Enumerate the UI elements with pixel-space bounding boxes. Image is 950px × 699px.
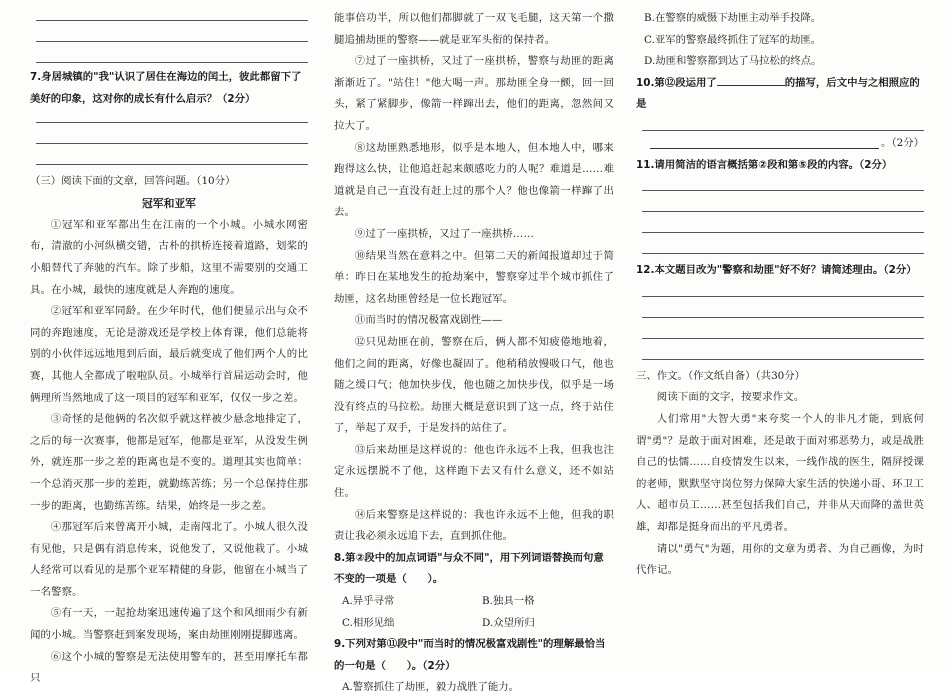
paragraph-10: ⑩结果当然在意料之中。但第二天的新闻报道却过于简单：昨日在某地发生的抢劫案中，警察穿过半个城市抓住了劫匪，这名劫匪曾经是一位长跑冠军。: [334, 249, 614, 305]
answer-line[interactable]: [36, 143, 308, 144]
answer-lines-q10: [636, 130, 924, 131]
paragraph-4: ④那冠军后来曾离开小城，走南闯北了。小城人很久没有见他，只是偶有消息传来，说他发了，又说他栽了。小城人经常可以看见的是那个亚军精健的身影，他留在小城当了一名警察。: [30, 521, 308, 598]
question-8: 8.第②段中的加点词语"与众不同"，用下列词语替换而句意不变的一项是（ ）。: [334, 551, 604, 586]
answer-lines-q12: [636, 296, 924, 360]
answer-line[interactable]: [642, 130, 924, 131]
paragraph-13: ⑬后来劫匪是这样说的：他也许永远不上我，但我也注定永远摆脱不了他，这样跑下去又有什么意义，还不如站住。: [334, 443, 614, 500]
question-12: 12.本文题目改为"警察和劫匪"好不好？请简述理由。（2分）: [636, 264, 917, 277]
q10-prefix: 10.第⑫段运用了: [636, 76, 717, 89]
question-11: 11.请用简洁的语言概括第②段和第⑤段的内容。（2分）: [636, 158, 893, 171]
column-middle: [334, 0, 614, 694]
option-a[interactable]: A.异乎寻常: [342, 595, 395, 608]
paragraph-11: ⑪而当时的情况极富戏剧性——: [354, 314, 503, 327]
column-left: [30, 0, 308, 685]
writing-instruction: 阅读下面的文字，按要求作文。: [656, 391, 805, 404]
paragraph-6: ⑥这个小城的警察是无法使用警车的，甚至用摩托车都只: [30, 650, 308, 685]
paragraph-9: ⑨过了一座拱桥，又过了一座拱桥……: [354, 227, 534, 240]
answer-line[interactable]: [642, 211, 924, 212]
q10-score: 。（2分）: [881, 136, 924, 149]
q9-option-b[interactable]: B.在警察的威慑下劫匪主动举手投降。: [644, 12, 822, 24]
q10-blank[interactable]: [717, 73, 785, 86]
option-d[interactable]: D.众望所归: [482, 616, 535, 629]
answer-line[interactable]: [36, 62, 308, 63]
question-8-options-row-1: [334, 591, 614, 613]
question-10: [636, 73, 924, 116]
answer-lines-q7: [30, 122, 308, 165]
writing-passage: 人们常用"大智大勇"来夸奖一个人的非凡才能，到底何谓"勇"？是敢于面对困难，还是敢于面对邪恶势力，或是战胜自己的怯懦……自疫情发生以来，一线作战的医生，隔屏授课的老师，默默坚守岗位努力保障大家生活的快递小哥、环卫工人、超市员工……甚至包括我们自己，并非从天而降的盖世英雄，却都是挺身而出的平凡勇者。: [636, 412, 924, 533]
q9-option-a[interactable]: A.警察抓住了劫匪，毅力战胜了能力。: [342, 681, 520, 694]
option-c[interactable]: C.相形见绌: [342, 616, 395, 629]
writing-task: 请以"勇气"为题，用你的文章为勇者、为自己画像，为时代作记。: [636, 542, 924, 577]
answer-lines-q6: [30, 20, 308, 63]
answer-lines-q11: [636, 190, 924, 254]
answer-line[interactable]: [650, 133, 879, 149]
answer-line[interactable]: [36, 20, 308, 21]
question-7: 7.身居城镇的"我"认识了居住在海边的闰土，彼此都留下了美好的印象，这对你的成长有什么启示？（2分）: [30, 71, 302, 105]
q10-tail: [636, 133, 924, 155]
q9-option-c[interactable]: C.亚军的警察最终抓住了冠军的劫匪。: [644, 33, 822, 46]
answer-line[interactable]: [36, 164, 308, 165]
paragraph-6-continued: 能事倍功半，所以他们都脚就了一双飞毛腿，这天第一个撒腿追捕劫匪的警察——就是亚军头衔的保持者。: [334, 12, 614, 46]
question-9: 9.下列对第⑪段中"而当时的情况极富戏剧性"的理解最恰当的一句是（ ）。（2分）: [334, 638, 606, 672]
paragraph-1: ①冠军和亚军都出生在江南的一个小城。小城水网密布，清澈的小河纵横交错，古朴的拱桥连接着道路，划桨的小船替代了奔驰的汽车。除了步船，这里不需要别的交通工具。在小城，最快的速度就是人奔跑的速度。: [30, 218, 308, 296]
section-3-heading: （三）阅读下面的文章，回答问题。（10分）: [30, 175, 236, 188]
writing-section-heading: 三、作文。（作文纸自备）（共30分）: [636, 369, 806, 382]
paragraph-12: ⑫只见劫匪在前，警察在后，俩人都不知疲倦地地着，他们之间的距离，好像也凝固了。他稍稍放慢吸口气，他也随之缓口气；他加快步伐，他也随之加快步伐，似乎是一场没有终点的马拉松。劫匪大概是意识到了这一点，终于站住了，举起了双手，于是发抖的站住了。: [334, 335, 614, 435]
column-right: [636, 0, 924, 672]
answer-line[interactable]: [642, 232, 924, 233]
paragraph-14: ⑭后来警察是这样说的：我也许永远不上他，但我的职责让我必须永远追下去，直到抓住他。: [334, 508, 614, 543]
answer-line[interactable]: [642, 359, 924, 360]
paragraph-5: ⑤有一天，一起抢劫案迅速传遍了这个和风细雨少有新闻的小城。当警察赶到案发现场，案由劫匪刚刚提脚逃离。: [30, 607, 308, 642]
answer-line[interactable]: [36, 41, 308, 42]
answer-line[interactable]: [642, 190, 924, 191]
q9-option-d[interactable]: D.劫匪和警察都到达了马拉松的终点。: [644, 55, 822, 68]
paragraph-2: ②冠军和亚军同龄。在少年时代，他们便显示出与众不同的奔跑速度，无论是游戏还是学校上体育课，他们总能将别的小伙伴远远地甩到后面，最后就变成了他们两个人的比赛，其他人全都成了啦啦队员。小城举行首届运动会时，他俩理所当然地成了这一项目的冠军和亚军，仅仅一步之差。: [30, 305, 308, 404]
answer-line[interactable]: [642, 338, 924, 339]
question-8-options-row-2: [334, 613, 614, 635]
paragraph-8: ⑧这劫匪熟悉地形，似乎是本地人，但本地人中，哪来跑得这么快，让他追赶起来颇感吃力的人呢？难道是……难道就是自己一直没有赶上过的那个人？他也像箭一样蹿了出去。: [334, 141, 614, 219]
paragraph-3: ③奇怪的是他俩的名次似乎就这样被少悬念地排定了，之后的每一次赛事，他都是冠军，他都是亚军，从没发生例外，就连那一步之差的距离也是不变的。道理其实也简单：一个总消灭那一步的差距，就勤练苦练；另一个总保持住那一步的距离，也勤练苦练。结果，始终是一步之差。: [30, 413, 308, 512]
answer-line[interactable]: [36, 122, 308, 123]
q10-suffix: 的描写，后文中与之相照应的是: [636, 76, 920, 111]
article-title: 冠军和亚军: [142, 196, 196, 210]
answer-line[interactable]: [642, 253, 924, 254]
answer-line[interactable]: [642, 296, 924, 297]
paragraph-7: ⑦过了一座拱桥，又过了一座拱桥，警察与劫匪的距离渐渐近了。"站住！"他大喝一声。那劫匪全身一颤，回一回头，紧了紧脚步，像箭一样蹿出去，他们的距离，忽然间又拉大了。: [334, 55, 614, 132]
option-b[interactable]: B.独具一格: [482, 595, 535, 608]
answer-line[interactable]: [642, 317, 924, 318]
